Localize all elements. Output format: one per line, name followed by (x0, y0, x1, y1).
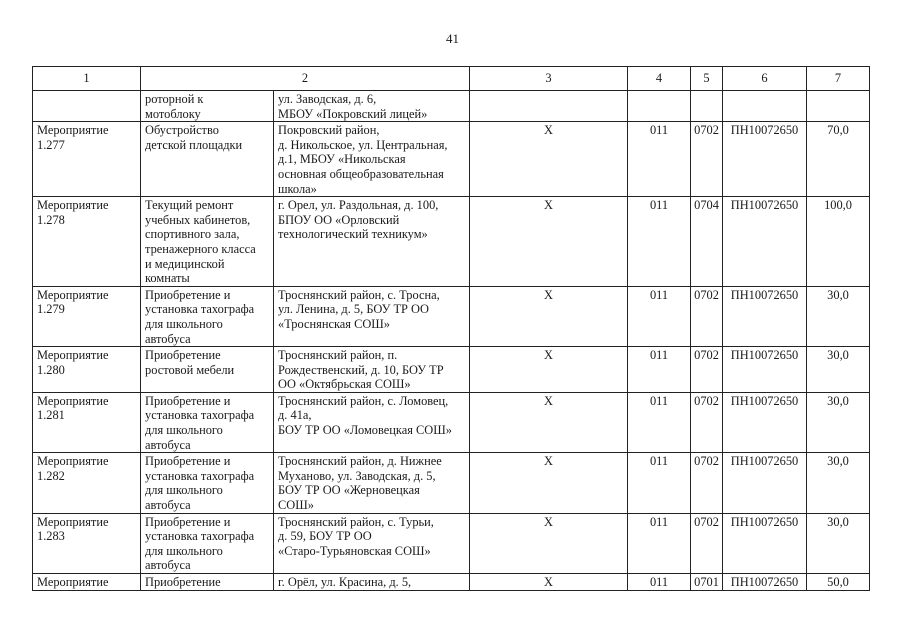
mark-cell-text: Х (544, 393, 553, 408)
name-cell (141, 122, 274, 197)
section-code-cell-text: 0702 (694, 514, 719, 529)
event-cell (33, 513, 141, 573)
amount-cell-text: 30,0 (827, 287, 849, 302)
event-cell-text: Мероприятие 1.282 (37, 454, 109, 483)
section-code-cell (691, 122, 723, 197)
header-col-4: 4 (628, 67, 691, 91)
code-cell-text: 011 (649, 348, 669, 363)
target-code-cell (723, 91, 807, 122)
header-col-7: 7 (807, 67, 870, 91)
name-cell-text: роторной к мотоблоку (145, 92, 204, 121)
address-cell-text: г. Орёл, ул. Красина, д. 5, (278, 575, 412, 589)
target-code-cell-text: ПН10072650 (730, 123, 799, 138)
event-cell (33, 574, 141, 591)
section-code-cell (691, 513, 723, 573)
event-cell-text: Мероприятие (37, 575, 109, 589)
amount-cell (807, 453, 870, 513)
code-cell-text: 011 (649, 287, 669, 302)
target-code-cell (723, 513, 807, 573)
address-cell-text: Троснянский район, с. Турьи, д. 59, БОУ ТР ОО «Старо-Турьяновская СОШ» (278, 514, 434, 558)
name-cell-text: Приобретение и установка тахографа для школьного автобуса (145, 393, 255, 452)
header-col-6: 6 (723, 67, 807, 91)
address-cell-text: Покровский район, д. Никольское, ул. Центральная, д.1, МБОУ «Никольская основная общеобразовательная школа» (278, 123, 448, 196)
address-cell-text: ул. Заводская, д. 6, МБОУ «Покровский лицей» (278, 92, 428, 121)
amount-cell-text: 30,0 (827, 348, 849, 363)
address-cell (274, 91, 470, 122)
address-cell-text: Троснянский район, д. Нижнее Муханово, ул. Заводская, д. 5, БОУ ТР ОО «Жерновецкая СОШ» (278, 454, 442, 513)
amount-cell (807, 122, 870, 197)
code-cell (628, 91, 691, 122)
address-cell-text: Троснянский район, с. Ломовец, д. 41а, БОУ ТР ОО «Ломовецкая СОШ» (278, 393, 452, 438)
header-row (33, 67, 870, 91)
section-code-cell (691, 347, 723, 393)
target-code-cell-text: ПН10072650 (730, 454, 799, 469)
address-cell (274, 197, 470, 287)
address-cell (274, 453, 470, 513)
mark-cell (470, 197, 628, 287)
address-cell-text: Троснянский район, п. Рождественский, д. 10, БОУ ТР ОО «Октябрьская СОШ» (278, 348, 444, 392)
table-body (33, 91, 870, 591)
amount-cell-text: 70,0 (827, 123, 849, 138)
name-cell-text: Приобретение и установка тахографа для школьного автобуса (145, 454, 255, 513)
section-code-cell-text: 0704 (694, 198, 719, 213)
amount-cell-text: 30,0 (827, 454, 849, 469)
target-code-cell (723, 574, 807, 591)
target-code-cell (723, 122, 807, 197)
address-cell (274, 392, 470, 452)
event-cell (33, 392, 141, 452)
code-cell (628, 347, 691, 393)
event-cell-text: Мероприятие 1.280 (37, 348, 109, 377)
event-cell (33, 122, 141, 197)
amount-cell (807, 286, 870, 346)
amount-cell (807, 392, 870, 452)
target-code-cell (723, 286, 807, 346)
budget-table (32, 66, 870, 591)
amount-cell-text: 50,0 (827, 575, 849, 589)
event-cell (33, 91, 141, 122)
code-cell-text: 011 (649, 123, 669, 138)
section-code-cell-text: 0701 (694, 575, 719, 589)
page-number: 41 (446, 31, 459, 46)
name-cell (141, 197, 274, 287)
table-row (33, 453, 870, 513)
code-cell (628, 392, 691, 452)
code-cell-text: 011 (649, 514, 669, 529)
event-cell-text: Мероприятие 1.278 (37, 198, 109, 227)
address-cell (274, 574, 470, 591)
section-code-cell-text: 0702 (694, 123, 719, 138)
table-row (33, 347, 870, 393)
section-code-cell (691, 286, 723, 346)
header-col-5: 5 (691, 67, 723, 91)
name-cell-text: Обустройство детской площадки (145, 123, 243, 152)
code-cell (628, 122, 691, 197)
target-code-cell (723, 197, 807, 287)
mark-cell (470, 453, 628, 513)
mark-cell (470, 122, 628, 197)
amount-cell-text: 100,0 (824, 198, 852, 213)
code-cell (628, 513, 691, 573)
name-cell (141, 453, 274, 513)
table-row (33, 513, 870, 573)
target-code-cell-text: ПН10072650 (730, 198, 799, 213)
code-cell (628, 286, 691, 346)
table-row (33, 392, 870, 452)
target-code-cell-text: ПН10072650 (730, 393, 799, 408)
target-code-cell (723, 392, 807, 452)
name-cell-text: Приобретение и установка тахографа для школьного автобуса (145, 514, 255, 573)
address-cell-text: г. Орел, ул. Раздольная, д. 100, БПОУ ОО «Орловский технологический техникум» (278, 198, 439, 242)
event-cell (33, 286, 141, 346)
section-code-cell-text: 0702 (694, 287, 719, 302)
code-cell-text: 011 (649, 393, 669, 408)
header-col-3: 3 (470, 67, 628, 91)
section-code-cell (691, 574, 723, 591)
target-code-cell-text: ПН10072650 (730, 514, 799, 529)
table-row (33, 197, 870, 287)
mark-cell-text: Х (544, 514, 553, 529)
name-cell (141, 91, 274, 122)
header-col-1: 1 (33, 67, 141, 91)
code-cell-text: 011 (649, 198, 669, 213)
amount-cell-text: 30,0 (827, 393, 849, 408)
code-cell (628, 453, 691, 513)
target-code-cell-text: ПН10072650 (730, 575, 799, 589)
address-cell-text: Троснянский район, с. Тросна, ул. Ленина, д. 5, БОУ ТР ОО «Троснянская СОШ» (278, 287, 440, 331)
section-code-cell (691, 91, 723, 122)
event-cell-text: Мероприятие 1.279 (37, 287, 109, 317)
event-cell (33, 197, 141, 287)
name-cell (141, 513, 274, 573)
amount-cell (807, 574, 870, 591)
section-code-cell (691, 453, 723, 513)
section-code-cell-text: 0702 (694, 393, 719, 408)
amount-cell (807, 197, 870, 287)
event-cell-text: Мероприятие 1.283 (37, 514, 109, 544)
name-cell-text: Приобретение и установка тахографа для школьного автобуса (145, 287, 255, 346)
target-code-cell-text: ПН10072650 (730, 348, 799, 363)
name-cell (141, 392, 274, 452)
header-col-2: 2 (141, 67, 470, 91)
mark-cell (470, 574, 628, 591)
address-cell (274, 347, 470, 393)
address-cell (274, 513, 470, 573)
table-row (33, 122, 870, 197)
event-cell-text: Мероприятие 1.277 (37, 123, 109, 152)
mark-cell-text: Х (544, 575, 553, 589)
table-row (33, 574, 870, 591)
name-cell (141, 286, 274, 346)
mark-cell-text: Х (544, 287, 553, 302)
section-code-cell-text: 0702 (694, 454, 719, 469)
address-cell (274, 122, 470, 197)
mark-cell-text: Х (544, 454, 553, 469)
address-cell (274, 286, 470, 346)
code-cell (628, 197, 691, 287)
target-code-cell-text: ПН10072650 (730, 287, 799, 302)
mark-cell-text: Х (544, 123, 553, 138)
event-cell (33, 453, 141, 513)
table-row (33, 286, 870, 346)
name-cell-text: Приобретение ростовой мебели (145, 348, 235, 377)
event-cell (33, 347, 141, 393)
target-code-cell (723, 453, 807, 513)
event-cell-text: Мероприятие 1.281 (37, 393, 109, 423)
mark-cell (470, 91, 628, 122)
section-code-cell-text: 0702 (694, 348, 719, 363)
amount-cell (807, 347, 870, 393)
name-cell (141, 574, 274, 591)
section-code-cell (691, 197, 723, 287)
name-cell (141, 347, 274, 393)
code-cell-text: 011 (649, 454, 669, 469)
mark-cell (470, 392, 628, 452)
name-cell-text: Приобретение (145, 575, 221, 589)
code-cell-text: 011 (649, 575, 669, 589)
target-code-cell (723, 347, 807, 393)
mark-cell (470, 347, 628, 393)
name-cell-text: Текущий ремонт учебных кабинетов, спортивного зала, тренажерного класса и медицинской комнаты (145, 198, 256, 286)
code-cell (628, 574, 691, 591)
amount-cell-text: 30,0 (827, 514, 849, 529)
mark-cell-text: Х (544, 198, 553, 213)
amount-cell (807, 91, 870, 122)
mark-cell (470, 513, 628, 573)
mark-cell-text: Х (544, 348, 553, 363)
table-row (33, 91, 870, 122)
amount-cell (807, 513, 870, 573)
section-code-cell (691, 392, 723, 452)
mark-cell (470, 286, 628, 346)
